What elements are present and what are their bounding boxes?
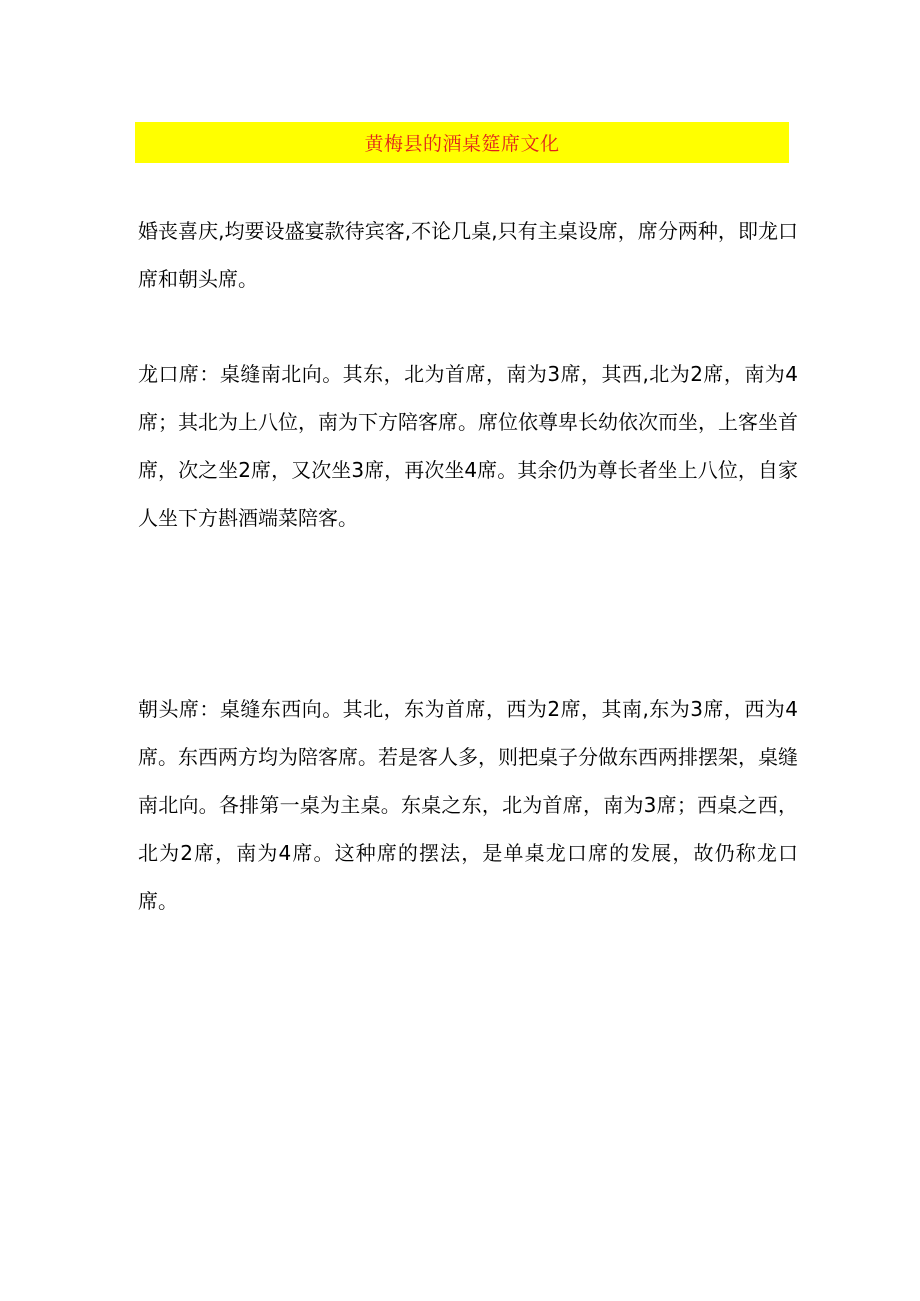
title-banner	[135, 122, 789, 163]
paragraph-longkou-seating: 龙口席：桌缝南北向。其东，北为首席，南为3席，其西,北为2席，南为4席；其北为上八位，南为下方陪客席。席位依尊卑长幼依次而坐，上客坐首席，次之坐2席，又次坐3席，再次坐4席。其余仍为尊长者坐上八位，自家人坐下方斟酒端菜陪客。	[138, 362, 798, 530]
document-title: 黄梅县的酒桌筵席文化	[364, 133, 560, 155]
paragraph-chaotou-seating: 朝头席：桌缝东西向。其北，东为首席，西为2席，其南,东为3席，西为4席。东西两方均为陪客席。若是客人多，则把桌子分做东西两排摆架，桌缝南北向。各排第一桌为主桌。东桌之东，北为首席，南为3席；西桌之西，北为2席，南为4席。这种席的摆法，是单桌龙口席的发展，故仍称龙口席。	[138, 697, 798, 913]
paragraph-intro: 婚丧喜庆,均要设盛宴款待宾客,不论几桌,只有主桌设席，席分两种，即龙口席和朝头席。	[138, 219, 798, 291]
